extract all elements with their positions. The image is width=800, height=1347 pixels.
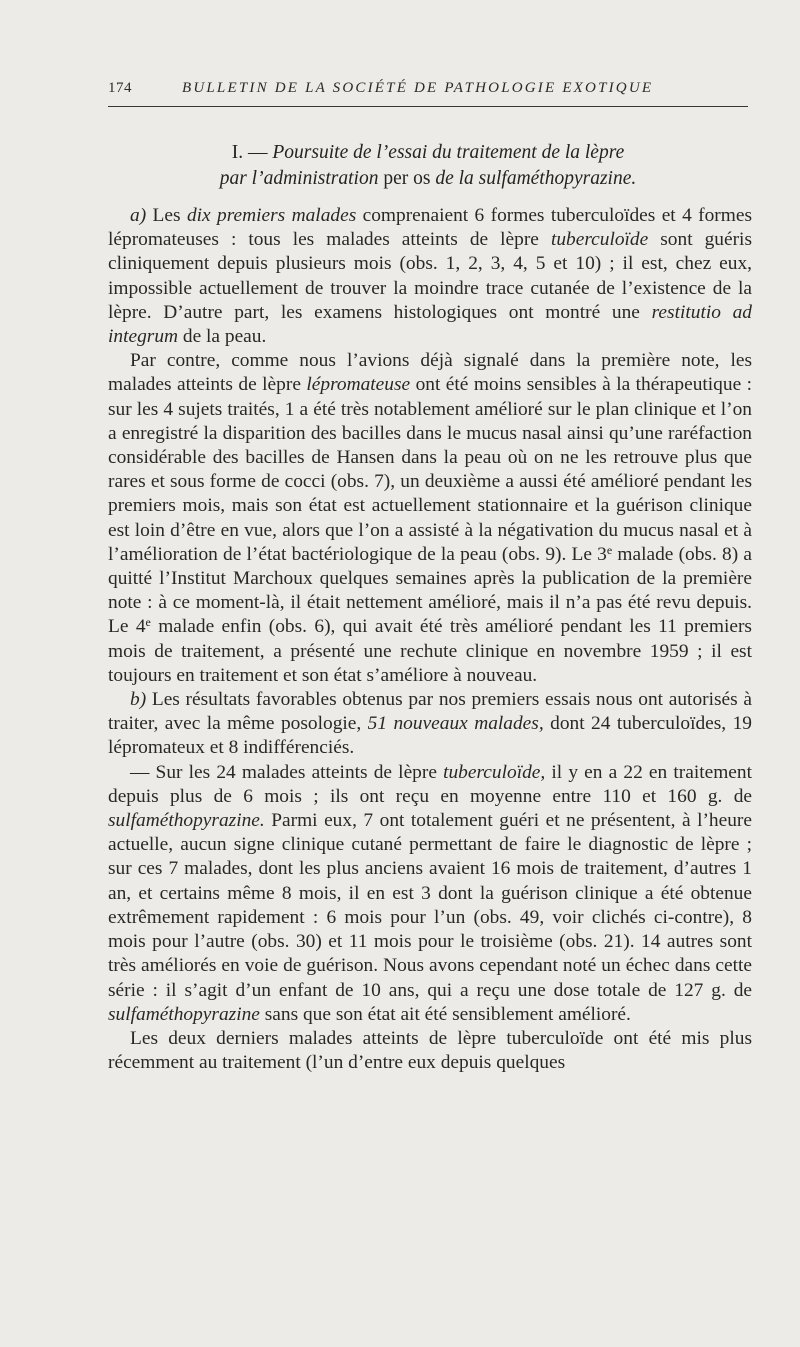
italic-run: 51 nouveaux malades, — [367, 713, 544, 735]
section-title-part4: de la sulfaméthopyrazine. — [435, 168, 637, 189]
text-run: ont été moins sensibles à la thérapeutique : sur les 4 sujets traités, 1 a été très notablement amélioré sur le plan clinique et l’on a enregistré la disparition des bacilles dans le mucus nasal ainsi qu’une raréfaction considérable des bacilles de Hansen dans la peau où on ne les retrouve plus que rares et sous forme de cocci (obs. 7), un deuxième a aussi été amélioré pendant les premiers mois, mais son état est actuellement stationnaire et la guérison clinique est loin d’être en vue, alors que l’on a assisté à la négativation du mucus nasal et à l’amélioration de l’état bactériologique de la peau (obs. 9). Le 3 — [108, 374, 753, 565]
italic-run: tuberculoïde, — [443, 761, 546, 783]
italic-run: dix premiers malades — [186, 205, 357, 226]
italic-run: restitutio ad integrum — [108, 301, 753, 348]
text-run: malade (obs. 8) a quitté l’Institut Marchoux quelques semaines après la publication de la première note : à ce moment-là, il était nettement amélioré, mais il n’a pas été revu depuis. Le 4 — [108, 543, 752, 638]
paragraph-tuberculoide — [108, 761, 752, 1027]
text-run: Par contre, comme nous l’avions déjà signalé dans la première note, les malades atteints de lèpre — [108, 350, 752, 396]
text-run: Les — [146, 205, 187, 226]
section-heading-line-1 — [108, 140, 748, 166]
journal-title: BULLETIN DE LA SOCIÉTÉ DE PATHOLOGIE EXOTIQUE — [182, 80, 654, 96]
text-run: de la peau. — [178, 326, 267, 348]
section-numeral: I. — — [231, 142, 268, 163]
paragraph-b-label: b) — [130, 689, 147, 711]
paragraph-a — [108, 204, 752, 349]
paragraph-par-contre — [108, 349, 752, 688]
header-rule — [108, 106, 748, 107]
section-heading-line-2 — [108, 166, 748, 192]
italic-run: tuberculoïde — [550, 229, 649, 251]
superscript: e — [145, 615, 151, 630]
italic-run: sulfaméthopyrazine — [108, 1003, 260, 1025]
paragraph-b — [108, 688, 752, 761]
paragraph-deux-derniers — [108, 1027, 752, 1075]
paragraph-a-label: a) — [130, 205, 147, 226]
italic-run: sulfaméthopyrazine. — [108, 810, 265, 832]
page-number: 174 — [108, 80, 132, 96]
text-run: malade enfin (obs. 6), qui avait été très amélioré pendant les 11 premiers mois de traitement, a présenté une rechute clinique en novembre 1959 ; il est toujours en traitement et son état s’améliore à nouveau. — [108, 616, 752, 686]
text-run: Les résultats favorables obtenus par nos premiers essais nous ont autorisés à traiter, avec la même posologie, — [108, 689, 752, 735]
text-run: Les deux derniers malades atteints de lèpre tuberculoïde ont été mis plus récemment au traitement (l’un d’entre eux depuis quelques — [108, 1027, 752, 1074]
text-run: il y en a 22 en traitement depuis plus de 6 mois ; ils ont reçu en moyenne entre 110 et 160 g. de — [108, 761, 752, 807]
section-title-part2: par l’administration — [219, 168, 379, 189]
text-run: dont 24 tuberculoïdes, 19 lépromateux et 8 indifférenciés. — [108, 713, 752, 759]
section-heading — [108, 140, 748, 192]
section-title-part1: Poursuite de l’essai du traitement de la lèpre — [272, 142, 625, 163]
text-run: — Sur les 24 malades atteints de lèpre — [130, 761, 444, 783]
superscript: e — [606, 542, 613, 557]
italic-run: lépromateuse — [306, 374, 411, 396]
text-run: sans que son état ait été sensiblement amélioré. — [259, 1003, 631, 1025]
body-text — [108, 204, 752, 1075]
text-run: sont guéris cliniquement depuis plusieurs mois (obs. 1, 2, 3, 4, 5 et 10) ; il est, chez eux, impossible actuellement de trouver la moindre trace cutanée de l’existence de la lèpre. D’autre part, les examens histologiques ont montré une — [108, 229, 752, 323]
section-title-part3: per os — [383, 168, 431, 189]
text-run: Parmi eux, 7 ont totalement guéri et ne présentent, à l’heure actuelle, aucun signe clinique cutané permettant de faire le diagnostic de lèpre ; sur ces 7 malades, dont les plus anciens avaient 16 mois de traitement, d’autres 1 an, et certains même 8 mois, il en est 3 dont la guérison clinique a été obtenue extrêmement rapidement : 6 mois pour l’un (obs. 49, voir clichés ci-contre), 8 mois pour l’autre (obs. 30) et 11 mois pour le troisième (obs. 21). 14 autres sont très améliorés en voie de guérison. Nous avons cependant noté un échec dans cette série : il s’agit d’un enfant de 10 ans, qui a reçu une dose totale de 127 g. de — [108, 810, 752, 1001]
running-head — [108, 78, 748, 102]
text-run: comprenaient 6 formes tuberculoïdes et 4 formes lépromateuses : tous les malades atteints de lèpre — [108, 205, 752, 251]
